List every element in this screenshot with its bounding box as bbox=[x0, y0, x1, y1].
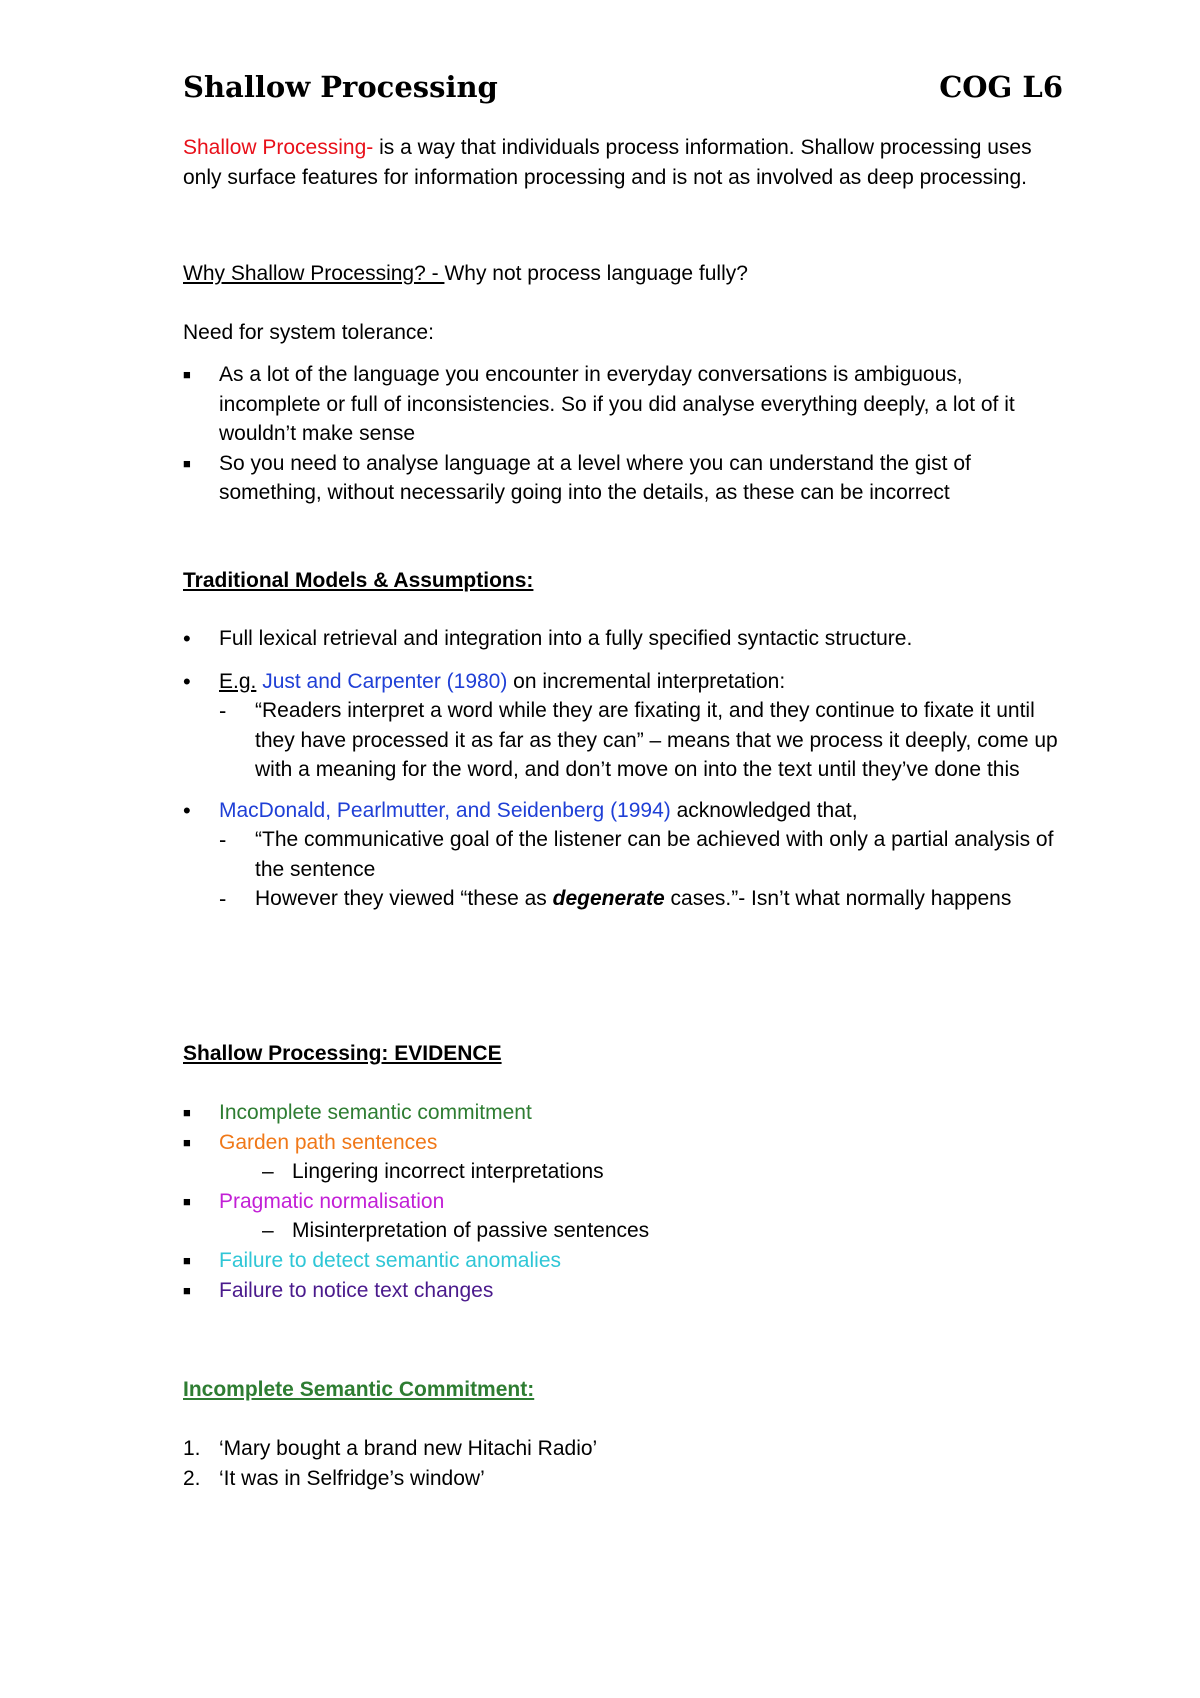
list-item bbox=[183, 1246, 1063, 1276]
why-question bbox=[183, 259, 1063, 289]
definition-text: is a way that individuals process information. Shallow processing uses only surface features for information processing and is not as involved as deep processing. bbox=[183, 136, 1032, 189]
list-item: • MacDonald, Pearlmutter, and Seidenberg (1994) acknowledged that, - “The communicative goal of the listener can be achieved with only a partial analysis of the sentence - However they viewed “these as degenerate cases.”- Isn’t what normally happens bbox=[183, 796, 1063, 914]
tolerance-bullet-list bbox=[183, 360, 1063, 508]
square-bullet-icon: ■ bbox=[183, 1105, 191, 1120]
bullet-icon: • bbox=[183, 626, 191, 651]
square-bullet-icon: ■ bbox=[183, 1253, 191, 1268]
traditional-list bbox=[183, 624, 1063, 914]
evidence-item-label: Incomplete semantic commitment bbox=[219, 1101, 532, 1124]
dash-icon: – bbox=[262, 1219, 274, 1242]
list-item: • E.g. Just and Carpenter (1980) on incremental interpretation: - “Readers interpret a word while they are fixating it, and they continue to fixate it until they have processed it as far as they can” – means that we process it deeply, come up with a meaning for the word, and don’t move on into the text until they’ve done this bbox=[183, 667, 1063, 785]
page-title: Shallow Processing bbox=[183, 70, 498, 104]
sub-list bbox=[219, 696, 1063, 785]
why-question-rest: Why not process language fully? bbox=[444, 262, 748, 285]
evidence-sub-list bbox=[183, 1157, 1063, 1187]
dash-icon: - bbox=[219, 886, 227, 911]
evidence-item-label: Garden path sentences bbox=[219, 1130, 438, 1154]
need-label: Need for system tolerance: bbox=[183, 321, 434, 344]
list-item: ■ So you need to analyse language at a level where you can understand the gist of something, without necessarily going into the details, as these can be incorrect bbox=[183, 449, 1063, 508]
evidence-item-label: Misinterpretation of passive sentences bbox=[292, 1219, 650, 1242]
dash-icon: - bbox=[219, 827, 227, 852]
dash-icon: – bbox=[262, 1160, 274, 1183]
evidence-list bbox=[183, 1098, 1063, 1157]
square-bullet-icon: ■ bbox=[183, 1194, 191, 1209]
evidence-sub-list-2 bbox=[183, 1216, 1063, 1246]
evidence-item-label: Pragmatic normalisation bbox=[219, 1190, 445, 1213]
evidence-item-label: Failure to detect semantic anomalies bbox=[219, 1249, 561, 1272]
dash-icon: - bbox=[219, 698, 227, 723]
traditional-heading: Traditional Models & Assumptions: bbox=[183, 569, 534, 592]
list-item: ■ As a lot of the language you encounter in everyday conversations is ambiguous, incomplete or full of inconsistencies. So if you did analyse everything deeply, a lot of it wouldn’t make sense bbox=[183, 360, 1063, 449]
definition-term: Shallow Processing- bbox=[183, 136, 374, 159]
bullet-icon: • bbox=[183, 797, 191, 823]
eg-label: E.g. bbox=[219, 669, 257, 693]
list-item bbox=[183, 1276, 1063, 1306]
list-item bbox=[183, 1187, 1063, 1217]
square-bullet-icon: ■ bbox=[183, 1282, 191, 1298]
list-item bbox=[183, 1128, 1063, 1158]
evidence-list-3 bbox=[183, 1246, 1063, 1305]
square-bullet-icon: ■ bbox=[183, 455, 191, 471]
evidence-list-2 bbox=[183, 1187, 1063, 1217]
sub-list bbox=[219, 825, 1063, 914]
why-question-underlined: Why Shallow Processing? - bbox=[183, 262, 445, 285]
square-bullet-icon: ■ bbox=[183, 1134, 191, 1150]
evidence-item-label: Failure to notice text changes bbox=[219, 1278, 494, 1302]
emphasis-degenerate: degenerate bbox=[552, 887, 665, 910]
square-bullet-icon: ■ bbox=[183, 367, 191, 382]
course-code: COG L6 bbox=[939, 70, 1063, 104]
list-item: • Full lexical retrieval and integration into a fully specified syntactic structure. bbox=[183, 624, 1063, 654]
sub-list-item: - “The communicative goal of the listener can be achieved with only a partial analysis of the sentence bbox=[219, 827, 1054, 881]
evidence-heading: Shallow Processing: EVIDENCE bbox=[183, 1042, 502, 1065]
bullet-icon: • bbox=[183, 668, 191, 694]
sub-list-item: - “Readers interpret a word while they are fixating it, and they continue to fixate it until they have processed it as far as they can” – means that we process it deeply, come up with a meaning for the word, and don’t move on into the text until they’ve done this bbox=[219, 698, 1058, 781]
sub-list-item: - However they viewed “these as degenerate cases.”- Isn’t what normally happens bbox=[219, 884, 1063, 914]
definition-paragraph bbox=[183, 133, 1063, 192]
citation-just-carpenter: Just and Carpenter (1980) bbox=[262, 669, 508, 693]
example-list bbox=[183, 1434, 1063, 1493]
sub-list-item bbox=[183, 1216, 1063, 1246]
evidence-item-label: Lingering incorrect interpretations bbox=[292, 1160, 604, 1183]
list-item: 2. ‘It was in Selfridge’s window’ bbox=[183, 1466, 485, 1490]
list-item: 1. ‘Mary bought a brand new Hitachi Radio’ bbox=[183, 1437, 598, 1460]
list-item bbox=[183, 1098, 1063, 1128]
incomplete-heading: Incomplete Semantic Commitment: bbox=[183, 1378, 535, 1401]
sub-list-item bbox=[183, 1157, 1063, 1187]
citation-macdonald: MacDonald, Pearlmutter, and Seidenberg (1994) bbox=[219, 798, 671, 822]
